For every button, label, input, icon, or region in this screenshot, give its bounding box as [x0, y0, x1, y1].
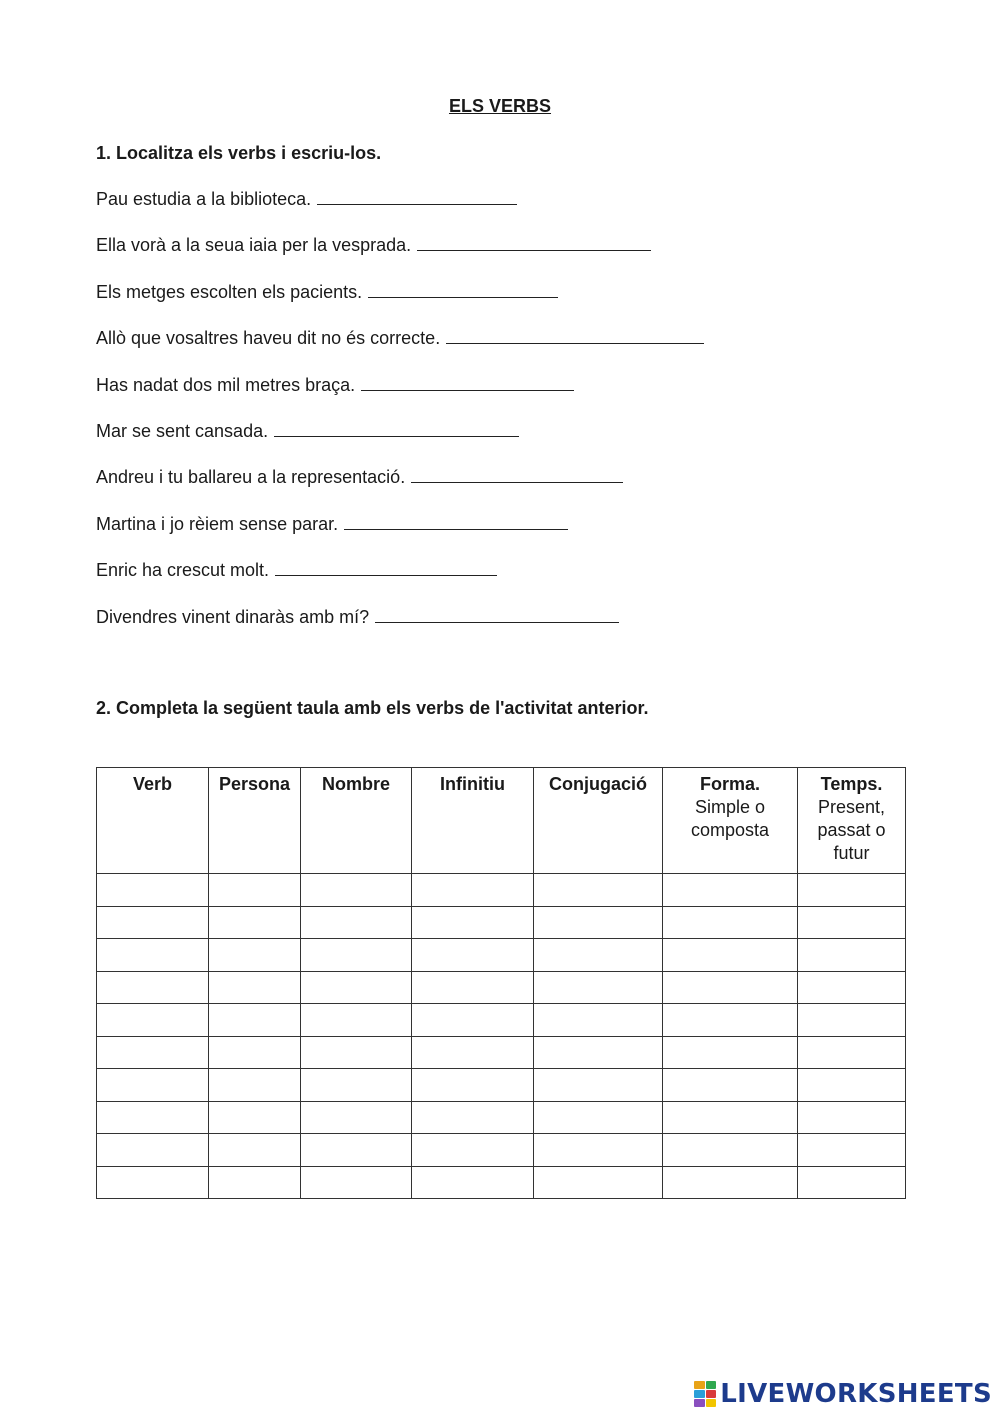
- logo-square: [706, 1390, 717, 1398]
- logo-square: [706, 1399, 717, 1407]
- sentence-text: Pau estudia a la biblioteca.: [96, 189, 312, 209]
- table-cell[interactable]: [663, 906, 798, 939]
- answer-blank[interactable]: [275, 561, 497, 576]
- sentence-text: Martina i jo rèiem sense parar.: [96, 513, 339, 534]
- table-cell[interactable]: [209, 1069, 301, 1102]
- sentence-item: [96, 282, 916, 328]
- table-row: [97, 906, 906, 939]
- table-cell[interactable]: [534, 906, 663, 939]
- table-cell[interactable]: [209, 1101, 301, 1134]
- table-cell[interactable]: [209, 1166, 301, 1199]
- table-header-row: [97, 768, 906, 874]
- table-cell[interactable]: [798, 906, 906, 939]
- column-header: [97, 768, 209, 874]
- liveworksheets-logo: [694, 1378, 992, 1410]
- table-row: [97, 1069, 906, 1102]
- answer-blank[interactable]: [344, 515, 568, 530]
- column-header: [534, 768, 663, 874]
- table-row: [97, 874, 906, 907]
- sentence-text: Divendres vinent dinaràs amb mí?: [96, 606, 370, 627]
- table-cell[interactable]: [663, 1166, 798, 1199]
- table-cell[interactable]: [97, 874, 209, 907]
- table-cell[interactable]: [798, 1101, 906, 1134]
- sentence-text: Allò que vosaltres haveu dit no és correcte.: [96, 328, 441, 349]
- table-cell[interactable]: [663, 971, 798, 1004]
- answer-blank[interactable]: [375, 608, 619, 623]
- table-cell[interactable]: [301, 1166, 412, 1199]
- logo-square: [694, 1399, 705, 1407]
- table-cell[interactable]: [534, 1036, 663, 1069]
- sentence-text: Ella vorà a la seua iaia per la vesprada.: [96, 235, 412, 256]
- sentence-list: [96, 189, 916, 653]
- table-row: [97, 1036, 906, 1069]
- sentence-text: Els metges escolten els pacients.: [96, 281, 363, 302]
- table-cell[interactable]: [798, 971, 906, 1004]
- sentence-item: [96, 421, 916, 467]
- table-cell[interactable]: [97, 1134, 209, 1167]
- table-row: [97, 1166, 906, 1199]
- column-header-label: Forma.: [699, 774, 760, 794]
- answer-blank[interactable]: [411, 468, 623, 483]
- table-row: [97, 971, 906, 1004]
- sentence-item: [96, 607, 916, 653]
- table-cell[interactable]: [412, 1036, 534, 1069]
- table-cell[interactable]: [97, 1036, 209, 1069]
- table-cell[interactable]: [798, 939, 906, 972]
- logo-text: LIVEWORKSHEETS: [720, 1379, 992, 1409]
- table-cell[interactable]: [209, 939, 301, 972]
- sentence-text: Mar se sent cansada.: [96, 420, 269, 441]
- logo-square: [706, 1381, 717, 1389]
- table-cell[interactable]: [97, 1004, 209, 1037]
- sentence-item: [96, 375, 916, 421]
- table-cell[interactable]: [301, 1004, 412, 1037]
- table-row: [97, 1004, 906, 1037]
- column-header-label: Verb: [132, 774, 173, 794]
- table-cell[interactable]: [301, 1036, 412, 1069]
- table-cell[interactable]: [301, 939, 412, 972]
- column-header: [663, 768, 798, 874]
- table-cell[interactable]: [209, 1036, 301, 1069]
- table-cell[interactable]: [301, 874, 412, 907]
- table-cell[interactable]: [534, 939, 663, 972]
- table-cell[interactable]: [534, 1069, 663, 1102]
- section-2-heading: 2. Completa la següent taula amb els verbs de l'activitat anterior.: [96, 698, 649, 718]
- column-header-label: Persona: [218, 774, 291, 794]
- table-cell[interactable]: [663, 1036, 798, 1069]
- column-header-sub: Simple o composta: [690, 797, 770, 840]
- table-cell[interactable]: [97, 906, 209, 939]
- table-cell[interactable]: [663, 1134, 798, 1167]
- answer-blank[interactable]: [446, 329, 704, 344]
- table-cell[interactable]: [412, 1004, 534, 1037]
- table-cell[interactable]: [301, 1134, 412, 1167]
- table-cell[interactable]: [412, 906, 534, 939]
- answer-blank[interactable]: [317, 190, 517, 205]
- column-header: [301, 768, 412, 874]
- column-header-label: Conjugació: [549, 774, 647, 794]
- table-cell[interactable]: [798, 1036, 906, 1069]
- worksheet-title: ELS VERBS: [448, 96, 552, 116]
- table-cell[interactable]: [412, 939, 534, 972]
- table-cell[interactable]: [412, 1166, 534, 1199]
- table-cell[interactable]: [301, 906, 412, 939]
- column-header-label: Nombre: [321, 774, 390, 794]
- answer-blank[interactable]: [417, 236, 651, 251]
- table-cell[interactable]: [301, 1069, 412, 1102]
- table-cell[interactable]: [301, 971, 412, 1004]
- table-cell[interactable]: [534, 1166, 663, 1199]
- table-cell[interactable]: [534, 971, 663, 1004]
- table-cell[interactable]: [412, 874, 534, 907]
- logo-square: [694, 1390, 705, 1398]
- table-cell[interactable]: [534, 1134, 663, 1167]
- section-1-heading: 1. Localitza els verbs i escriu-los.: [96, 143, 382, 163]
- verb-table: [96, 767, 906, 1199]
- table-row: [97, 939, 906, 972]
- answer-blank[interactable]: [368, 283, 558, 298]
- table-cell[interactable]: [97, 939, 209, 972]
- table-cell[interactable]: [412, 1069, 534, 1102]
- table-cell[interactable]: [412, 971, 534, 1004]
- column-header: [798, 768, 906, 874]
- sentence-item: [96, 235, 916, 281]
- column-header-label: Infinitiu: [440, 774, 505, 794]
- column-header-sub: Present, passat o futur: [817, 797, 886, 863]
- logo-icon: [694, 1381, 716, 1407]
- table-row: [97, 1134, 906, 1167]
- table-cell[interactable]: [209, 906, 301, 939]
- table-cell[interactable]: [798, 1134, 906, 1167]
- sentence-item: [96, 560, 916, 606]
- table-cell[interactable]: [663, 1101, 798, 1134]
- table-cell[interactable]: [798, 1069, 906, 1102]
- table-cell[interactable]: [534, 874, 663, 907]
- sentence-text: Has nadat dos mil metres braça.: [96, 374, 356, 395]
- table-cell[interactable]: [412, 1101, 534, 1134]
- table-cell[interactable]: [209, 874, 301, 907]
- table-cell[interactable]: [534, 1101, 663, 1134]
- table-cell[interactable]: [663, 939, 798, 972]
- table-cell[interactable]: [97, 1069, 209, 1102]
- table-cell[interactable]: [663, 874, 798, 907]
- sentence-item: [96, 189, 916, 235]
- table-cell[interactable]: [97, 1101, 209, 1134]
- sentence-text: Enric ha crescut molt.: [96, 560, 270, 581]
- table-cell[interactable]: [97, 971, 209, 1004]
- table-cell[interactable]: [663, 1004, 798, 1037]
- table-cell[interactable]: [798, 1166, 906, 1199]
- table-cell[interactable]: [97, 1166, 209, 1199]
- table-cell[interactable]: [209, 971, 301, 1004]
- sentence-text: Andreu i tu ballareu a la representació.: [96, 467, 406, 488]
- column-header: [209, 768, 301, 874]
- column-header: [412, 768, 534, 874]
- table-row: [97, 1101, 906, 1134]
- sentence-item: [96, 328, 916, 374]
- table-cell[interactable]: [209, 1134, 301, 1167]
- table-cell[interactable]: [301, 1101, 412, 1134]
- table-cell[interactable]: [798, 874, 906, 907]
- table-cell[interactable]: [534, 1004, 663, 1037]
- sentence-item: [96, 467, 916, 513]
- logo-square: [694, 1381, 705, 1389]
- column-header-label: Temps.: [820, 774, 883, 794]
- table-cell[interactable]: [412, 1134, 534, 1167]
- table-cell[interactable]: [209, 1004, 301, 1037]
- table-cell[interactable]: [663, 1069, 798, 1102]
- sentence-item: [96, 514, 916, 560]
- answer-blank[interactable]: [274, 422, 519, 437]
- answer-blank[interactable]: [361, 376, 574, 391]
- table-cell[interactable]: [798, 1004, 906, 1037]
